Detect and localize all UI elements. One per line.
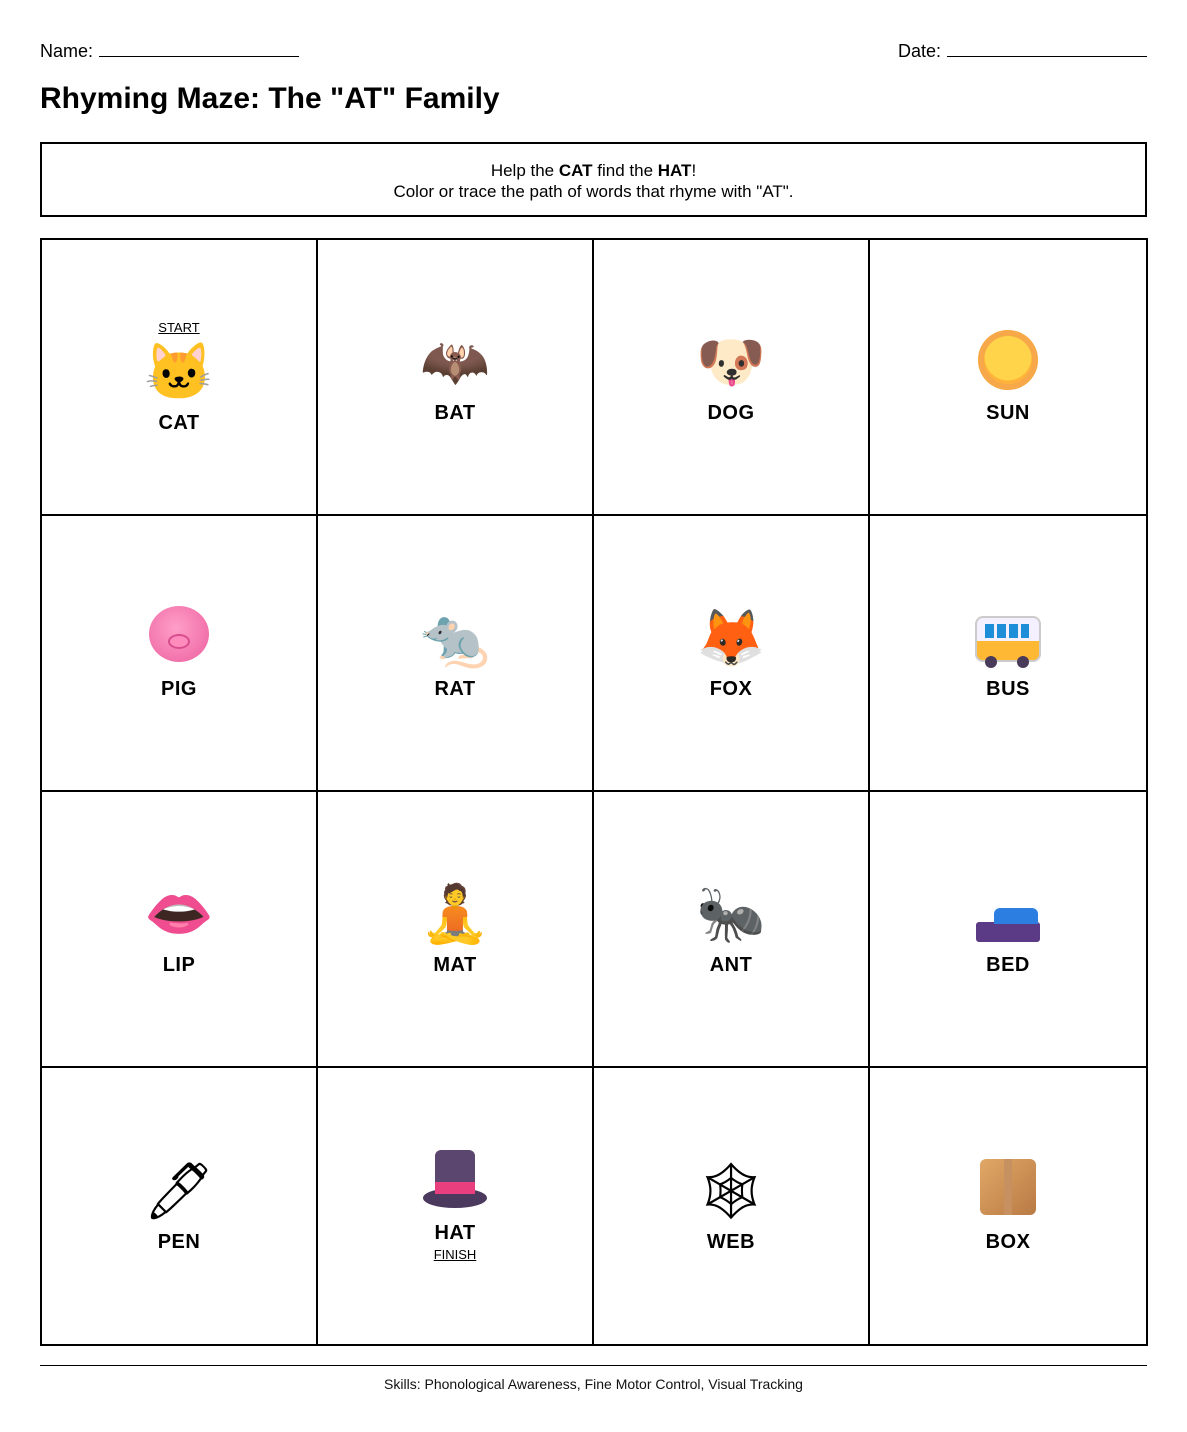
header-fields <box>40 38 1147 62</box>
instructions-box <box>40 142 1147 217</box>
pen-icon: 🖊 <box>143 1158 215 1222</box>
maze-cell-box[interactable] <box>870 1068 1146 1344</box>
cell-word: LIP <box>162 953 196 976</box>
name-blank-line[interactable] <box>99 55 299 57</box>
date-label: Date: <box>897 41 941 61</box>
maze-cell-pig[interactable] <box>42 516 318 792</box>
maze-cell-dog[interactable] <box>594 240 870 516</box>
page-title: Rhyming Maze: The "AT" Family <box>40 82 500 115</box>
maze-cell-hat[interactable] <box>318 1068 594 1344</box>
cell-word: FOX <box>709 677 753 700</box>
cell-word: DOG <box>707 401 755 424</box>
maze-cell-ant[interactable] <box>594 792 870 1068</box>
cell-word: PIG <box>161 677 197 700</box>
cell-word: WEB <box>706 1230 756 1253</box>
instr-text: ! <box>691 161 697 180</box>
top-hat-icon <box>423 1150 487 1216</box>
instructions-line-2: Color or trace the path of words that rhyme with "AT". <box>393 182 794 201</box>
maze-cell-lip[interactable] <box>42 792 318 1068</box>
instr-text: find the <box>592 161 658 180</box>
finish-label: FINISH <box>433 1246 477 1262</box>
cell-word: PEN <box>157 1230 201 1253</box>
skills-footer: Skills: Phonological Awareness, Fine Motor Control, Visual Tracking <box>384 1376 803 1392</box>
cell-word: ANT <box>709 953 753 976</box>
pig-face-icon <box>149 606 209 672</box>
cell-word: HAT <box>434 1221 476 1244</box>
dog-face-icon: 🐶 <box>696 329 766 393</box>
maze-cell-sun[interactable] <box>870 240 1146 516</box>
maze-cell-bus[interactable] <box>870 516 1146 792</box>
footer-divider <box>40 1365 1147 1366</box>
ant-icon: 🐜 <box>696 881 766 945</box>
spider-web-icon: 🕸 <box>695 1158 767 1222</box>
sun-icon <box>978 330 1038 396</box>
date-blank-line[interactable] <box>947 55 1147 57</box>
name-label: Name: <box>40 41 94 61</box>
maze-cell-bat[interactable] <box>318 240 594 516</box>
maze-cell-cat[interactable] <box>42 240 318 516</box>
bus-icon <box>975 606 1041 672</box>
instr-text: Help the <box>490 161 559 180</box>
maze-cell-pen[interactable] <box>42 1068 318 1344</box>
lips-icon: 👄 <box>144 881 214 945</box>
package-box-icon <box>980 1159 1036 1225</box>
maze-cell-web[interactable] <box>594 1068 870 1344</box>
cell-word: BUS <box>986 677 1030 700</box>
bat-icon: 🦇 <box>420 329 490 393</box>
cell-word: MAT <box>433 953 477 976</box>
date-field[interactable] <box>898 41 1147 62</box>
cell-word: BAT <box>434 401 476 424</box>
rat-icon: 🐀 <box>420 605 490 669</box>
cell-word: BED <box>986 953 1030 976</box>
cell-word: SUN <box>986 401 1030 424</box>
cell-word: CAT <box>158 411 200 434</box>
instr-hat-bold: HAT <box>657 161 692 180</box>
instr-cat-bold: CAT <box>558 161 593 180</box>
maze-cell-bed[interactable] <box>870 792 1146 1068</box>
yoga-mat-icon: 🧘 <box>420 881 490 945</box>
maze-cell-fox[interactable] <box>594 516 870 792</box>
bed-icon <box>976 882 1040 948</box>
maze-cell-rat[interactable] <box>318 516 594 792</box>
instructions-line-1 <box>42 160 1145 181</box>
name-field[interactable] <box>40 41 299 62</box>
cell-word: BOX <box>985 1230 1031 1253</box>
maze-cell-mat[interactable] <box>318 792 594 1068</box>
cell-word: RAT <box>434 677 476 700</box>
start-label: START <box>158 319 200 335</box>
maze-grid <box>40 238 1148 1346</box>
fox-face-icon: 🦊 <box>696 605 766 669</box>
cat-face-icon: 🐱 <box>144 339 214 403</box>
